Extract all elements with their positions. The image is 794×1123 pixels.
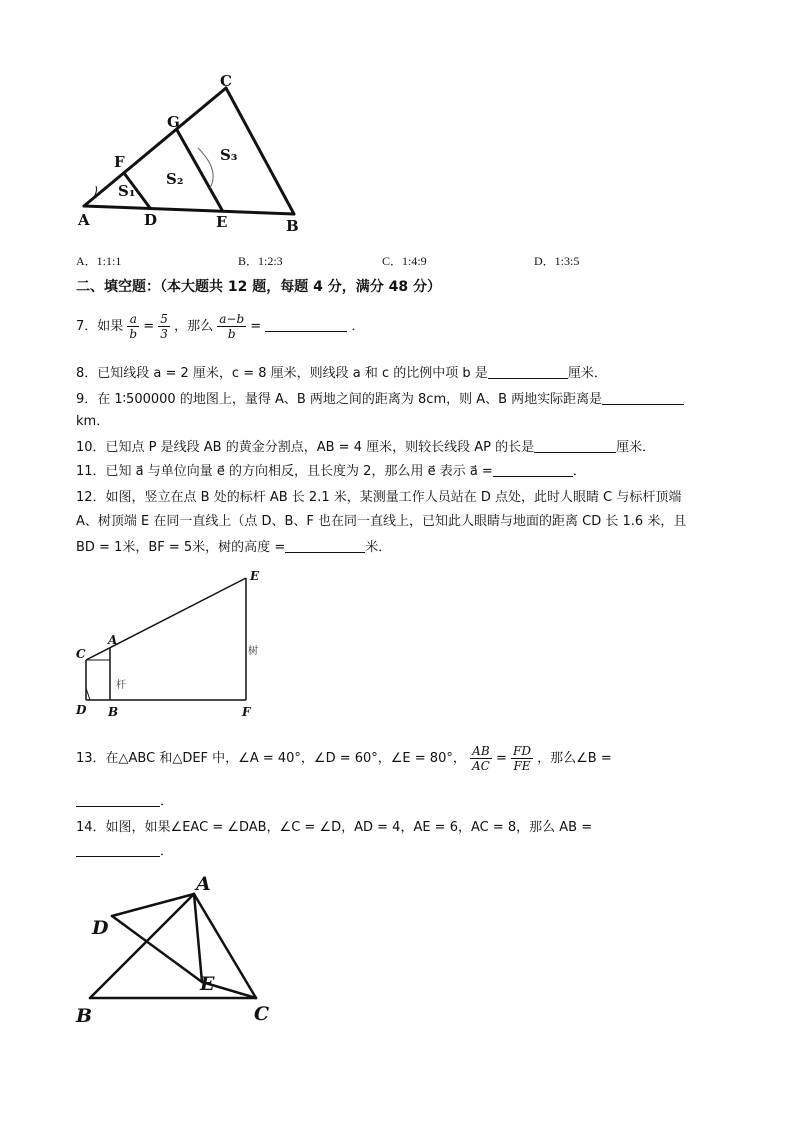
label-b: B xyxy=(286,217,299,235)
q12-answer-blank[interactable] xyxy=(285,538,365,553)
segment-ba xyxy=(90,894,194,998)
q13-fraction-fd-fe: $\frac{FD}{FE}$ xyxy=(513,744,531,773)
label-b: B xyxy=(76,1005,93,1027)
q8-answer-blank[interactable] xyxy=(488,364,568,379)
q13-fraction-ab-ac: $\frac{AB}{AC}$ xyxy=(471,744,490,773)
option-d[interactable]: D．1:3:5 xyxy=(534,254,580,268)
q7-answer-blank[interactable] xyxy=(265,317,347,332)
q7-lead: 7．如果 xyxy=(76,319,124,334)
question-13: 13．在△ABC 和△DEF 中，∠A = 40°，∠D = 60°，∠E = 80°， $\frac{AB}{AC}$ = $\frac{FD}{FE}$ ，那么∠B = xyxy=(76,744,612,773)
label-e: E xyxy=(250,569,260,583)
question-9: 9．在 1∶500000 的地图上，量得 A、B 两地之间的距离为 8cm，则 A、B 两地实际距离是 xyxy=(76,390,684,410)
segment-de xyxy=(112,916,202,982)
side-ac xyxy=(84,88,226,206)
label-d: D xyxy=(92,917,109,939)
question-14-answer: ． xyxy=(76,842,173,862)
label-d: D xyxy=(76,703,87,717)
option-c[interactable]: C．1:4:9 xyxy=(382,254,427,268)
figure-tree-height xyxy=(72,568,272,724)
question-12-line-1: 12．如图，竖立在点 B 处的标杆 AB 长 2.1 米，某测量工作人员站在 D 点处，此时人眼睛 C 与标杆顶端 xyxy=(76,490,682,505)
question-7: 7．如果 $\frac{a}{b}$ = $\frac{5}{3}$ ，那么 $\frac{a-b}{b}$ = ． xyxy=(76,312,365,341)
q13-answer-blank[interactable] xyxy=(76,792,160,807)
label-c: C xyxy=(254,1003,270,1025)
question-12-line-2: A、树顶端 E 在同一直线上（点 D、B、F 也在同一直线上，已知此人眼睛与地面的距离 CD 长 1.6 米，且 xyxy=(76,514,687,529)
segment-ge xyxy=(177,130,222,210)
label-g: G xyxy=(167,113,180,131)
question-10: 10．已知点 P 是线段 AB 的黄金分割点，AB = 4 厘米，则较长线段 AP 的长是 厘米． xyxy=(76,440,656,455)
label-c: C xyxy=(76,647,86,661)
label-c: C xyxy=(220,72,232,90)
label-f: F xyxy=(242,705,251,719)
label-pole: 杆 xyxy=(116,680,126,691)
label-s1: S₁ xyxy=(118,182,136,200)
sight-line xyxy=(86,578,246,660)
option-b[interactable]: B．1:2:3 xyxy=(238,254,283,268)
question-13-answer: ． xyxy=(76,792,173,812)
option-a[interactable]: A．1:1:1 xyxy=(76,254,122,268)
q14-answer-blank[interactable] xyxy=(76,842,160,857)
section-title: 二、填空题：（本大题共 12 题，每题 4 分，满分 48 分） xyxy=(76,279,441,295)
side-ab xyxy=(84,206,294,214)
q11-answer-blank[interactable] xyxy=(493,462,573,477)
figure-similar-triangles xyxy=(70,70,310,240)
question-9-unit: km． xyxy=(76,414,110,429)
label-tree: 树 xyxy=(248,646,258,657)
q9-answer-blank[interactable] xyxy=(602,390,684,405)
question-14: 14．如图，如果∠EAC = ∠DAB，∠C = ∠D，AD = 4，AE = 6，AC = 8，那么 AB = xyxy=(76,820,593,835)
label-e: E xyxy=(216,213,228,231)
label-e: E xyxy=(200,973,215,995)
q7-fraction-a-b: $\frac{a}{b}$ xyxy=(129,312,138,341)
label-s3: S₃ xyxy=(220,146,238,164)
label-a: A xyxy=(78,211,90,229)
label-b: B xyxy=(108,705,119,719)
question-8: 8．已知线段 a = 2 厘米，c = 8 厘米，则线段 a 和 c 的比例中项 b 是 厘米． xyxy=(76,366,607,381)
question-12-line-3: BD = 1米，BF = 5米，树的高度 = 米． xyxy=(76,540,392,555)
question-11: 11．已知 a⃗ 与单位向量 e⃗ 的方向相反，且长度为 2，那么用 e⃗ 表示 a⃗ = ． xyxy=(76,464,586,479)
figure-angle-triangles xyxy=(72,872,282,1028)
label-s2: S₂ xyxy=(166,170,184,188)
label-a: A xyxy=(196,873,211,895)
label-d: D xyxy=(144,211,158,229)
q7-fraction-5-3: $\frac{5}{3}$ xyxy=(160,312,168,341)
label-f: F xyxy=(114,153,125,171)
q7-fraction-expr: $\frac{a-b}{b}$ xyxy=(219,312,245,341)
q10-answer-blank[interactable] xyxy=(534,438,616,453)
label-a: A xyxy=(108,633,118,647)
